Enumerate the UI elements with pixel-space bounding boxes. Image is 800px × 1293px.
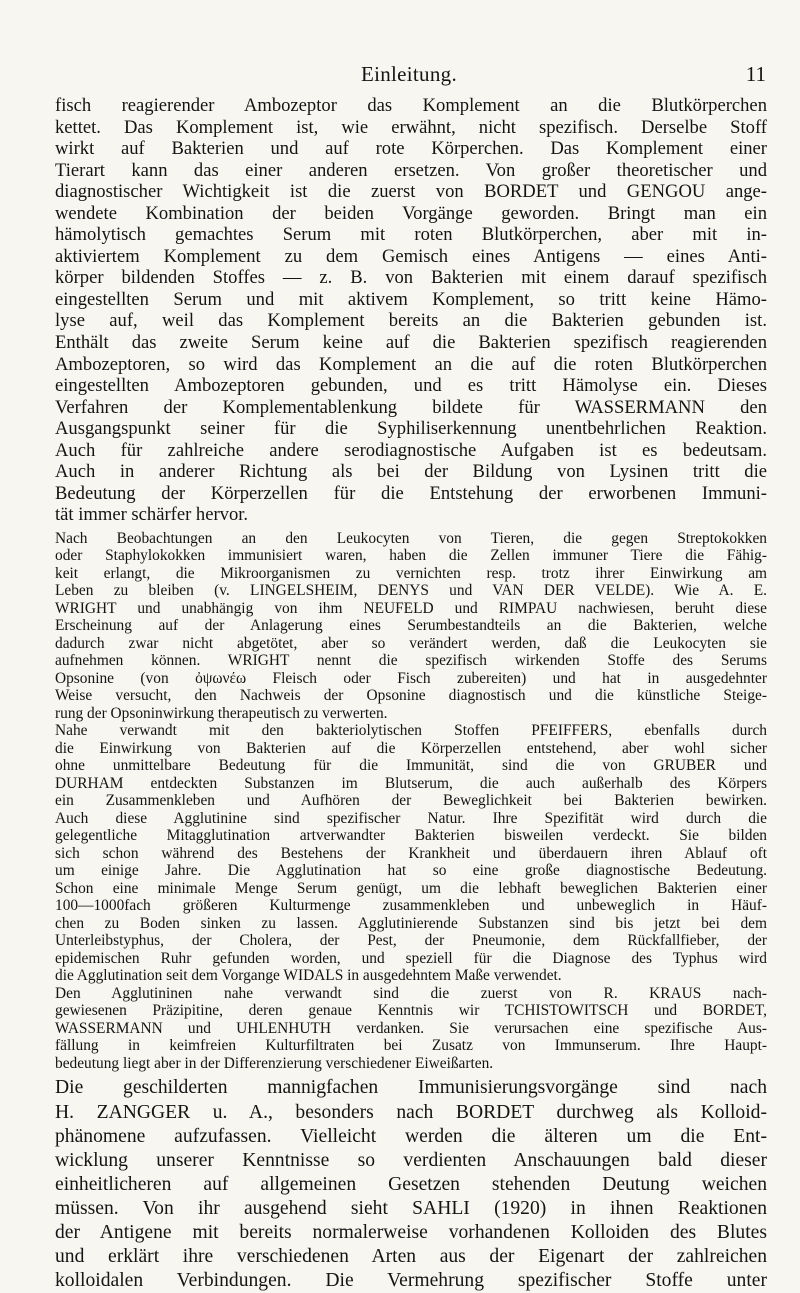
text-line: oder Staphylokokken immunisiert waren, haben die Zellen immuner Tiere die Fähig- bbox=[55, 547, 767, 565]
text-line: kolloidalen Verbindungen. Die Vermehrung spezifischer Stoffe unter bbox=[55, 1270, 767, 1292]
text-line: chen zu Boden sinken zu lassen. Agglutinierende Substanzen sind bis jetzt bei dem bbox=[55, 914, 767, 932]
text-line: eingestellten Ambozeptoren gebunden, und es tritt Hämolyse ein. Dieses bbox=[55, 375, 767, 397]
text-line: Erscheinung auf der Anlagerung eines Serumbestandteils an die Bakterien, welche bbox=[55, 617, 767, 635]
text-line: DURHAM entdeckten Substanzen im Blutserum, die auch außerhalb des Körpers bbox=[55, 774, 767, 792]
text-line: Nach Beobachtungen an den Leukocyten von Tieren, die gegen Streptokokken bbox=[55, 529, 767, 547]
text-line: aktiviertem Komplement zu dem Gemisch eines Antigens — eines Anti- bbox=[55, 245, 767, 267]
text-line: gelegentliche Mitagglutination artverwandter Bakterien bisweilen verdeckt. Sie bilden bbox=[55, 827, 767, 845]
text-line: ohne unmittelbare Bedeutung für die Immunität, sind die von GRUBER und bbox=[55, 757, 767, 775]
text-line: sich schon während des Bestehens der Krankheit und überdauern ihren Ablauf oft bbox=[55, 844, 767, 862]
text-line: 100—1000fach größeren Kulturmenge zusammenkleben und unbeweglich in Häuf- bbox=[55, 897, 767, 915]
text-line: Tierart kann das einer anderen ersetzen. Von großer theoretischer und bbox=[55, 159, 767, 181]
text-line: wicklung unserer Kenntnisse so verdienten Anschauungen bald dieser bbox=[55, 1149, 767, 1171]
paragraph-small-print bbox=[55, 530, 767, 1073]
page-number: 11 bbox=[745, 62, 766, 86]
text-line: Auch diese Agglutinine sind spezifischer Natur. Ihre Spezifität wird durch die bbox=[55, 809, 767, 827]
text-line: müssen. Von ihr ausgehend sieht SAHLI (1920) in ihnen Reaktionen bbox=[55, 1197, 767, 1219]
text-line: Die geschilderten mannigfachen Immunisierungsvorgänge sind nach bbox=[55, 1077, 767, 1099]
text-line: der Antigene mit bereits normalerweise vorhandenen Kolloiden des Blutes bbox=[55, 1222, 767, 1243]
text-line: Weise versucht, den Nachweis der Opsonine diagnostisch und die künstliche Steige- bbox=[55, 687, 767, 705]
text-line: WRIGHT und unabhängig von ihm NEUFELD und RIMPAU nachwiesen, beruht diese bbox=[55, 599, 767, 617]
text-line: dadurch zwar nicht abgetötet, aber so verändert werden, daß die Leukocyten sie bbox=[55, 634, 767, 652]
page-header bbox=[52, 62, 766, 90]
text-line: Leben zu bleiben (v. LINGELSHEIM, DENYS und VAN DER VELDE). Wie A. E. bbox=[55, 582, 767, 600]
text-line: Unterleibstyphus, der Cholera, der Pest, der Pneumonie, dem Rückfallfieber, der bbox=[55, 932, 767, 950]
text-line: rung der Opsoninwirkung therapeutisch zu verwerten. bbox=[55, 704, 388, 722]
text-line: H. ZANGGER u. A., besonders nach BORDET durchweg als Kolloid- bbox=[55, 1101, 767, 1123]
text-line: kettet. Das Komplement ist, wie erwähnt, nicht spezifisch. Derselbe Stoff bbox=[55, 116, 767, 138]
text-line: lyse auf, weil das Komplement bereits an die Bakterien gebunden ist. bbox=[55, 310, 767, 332]
text-line: hämolytisch gemachtes Serum mit roten Blutkörperchen, aber mit in- bbox=[55, 224, 767, 246]
text-line: Enthält das zweite Serum keine auf die Bakterien spezifisch reagierenden bbox=[55, 332, 767, 354]
body-text bbox=[55, 95, 767, 1293]
text-line: Ausgangspunkt seiner für die Syphiliserkennung unentbehrlichen Reaktion. bbox=[55, 418, 767, 440]
text-line: einheitlicheren auf allgemeinen Gesetzen stehenden Deutung weichen bbox=[55, 1173, 767, 1195]
text-line: Den Agglutininen nahe verwandt sind die zuerst von R. KRAUS nach- bbox=[55, 984, 767, 1002]
text-line: keit erlangt, die Mikroorganismen zu vernichten resp. trotz ihrer Einwirkung am bbox=[55, 564, 767, 582]
paragraph-main bbox=[55, 95, 767, 526]
text-line: Schon eine minimale Menge Serum genügt, um die lebhaft beweglichen Bakterien einer bbox=[55, 879, 767, 897]
text-line: phänomene aufzufassen. Vielleicht werden die älteren um die Ent- bbox=[55, 1125, 767, 1147]
text-line: bedeutung liegt aber in der Differenzierung verschiedener Eiweißarten. bbox=[55, 1054, 494, 1072]
text-line: und erklärt ihre verschiedenen Arten aus der Eigenart der zahlreichen bbox=[55, 1246, 767, 1268]
running-head: Einleitung. bbox=[360, 62, 458, 86]
text-line: Bedeutung der Körperzellen für die Entstehung der erworbenen Immuni- bbox=[55, 482, 767, 504]
text-line: Verfahren der Komplementablenkung bildete für WASSERMANN den bbox=[55, 396, 767, 418]
text-line: ein Zusammenkleben und Aufhören der Beweglichkeit bei Bakterien bewirken. bbox=[55, 792, 767, 810]
text-line: fällung in keimfreien Kulturfiltraten bei Zusatz von Immunserum. Ihre Haupt- bbox=[55, 1037, 767, 1055]
text-line: Ambozeptoren, so wird das Komplement an die auf die roten Blutkörperchen bbox=[55, 353, 767, 375]
text-line: Nahe verwandt mit den bakteriolytischen Stoffen PFEIFFERS, ebenfalls durch bbox=[55, 722, 767, 740]
text-line: Auch für zahlreiche andere serodiagnostische Aufgaben ist es bedeutsam. bbox=[55, 439, 767, 461]
text-line: wendete Kombination der beiden Vorgänge geworden. Bringt man ein bbox=[55, 202, 767, 224]
text-line: fisch reagierender Ambozeptor das Komplement an die Blutkörperchen bbox=[55, 95, 767, 116]
text-line: die Einwirkung von Bakterien auf die Körperzellen entstehend, aber wohl sicher bbox=[55, 739, 767, 757]
text-line: diagnostischer Wichtigkeit ist die zuerst von BORDET und GENGOU ange- bbox=[55, 181, 767, 203]
paragraph-closing bbox=[55, 1076, 767, 1293]
text-line: Auch in anderer Richtung als bei der Bildung von Lysinen tritt die bbox=[55, 461, 767, 483]
text-line: die Agglutination seit dem Vorgange WIDALS in ausgedehntem Maße verwendet. bbox=[55, 967, 562, 985]
text-line: epidemischen Ruhr gefunden worden, und speziell für die Diagnose des Typhus wird bbox=[55, 949, 767, 967]
text-line: tät immer schärfer hervor. bbox=[55, 504, 249, 526]
text-line: körper bildenden Stoffes — z. B. von Bakterien mit einem darauf spezifisch bbox=[55, 267, 767, 289]
text-line: gewiesenen Präzipitine, deren genaue Kenntnis wir TCHISTOWITSCH und BORDET, bbox=[55, 1002, 767, 1020]
text-line: Opsonine (von ὀψωνέω Fleisch oder Fisch zubereiten) und hat in ausgedehnter bbox=[55, 669, 767, 687]
text-line: wirkt auf Bakterien und auf rote Körperchen. Das Komplement einer bbox=[55, 138, 767, 160]
text-line: um einige Jahre. Die Agglutination hat so eine große diagnostische Bedeutung. bbox=[55, 862, 767, 880]
text-line: eingestellten Serum und mit aktivem Komplement, so tritt keine Hämo- bbox=[55, 288, 767, 310]
text-line: aufnehmen können. WRIGHT nennt die spezifisch wirkenden Stoffe des Serums bbox=[55, 652, 767, 670]
text-line: WASSERMANN und UHLENHUTH verdanken. Sie verursachen eine spezifische Aus- bbox=[55, 1019, 767, 1037]
